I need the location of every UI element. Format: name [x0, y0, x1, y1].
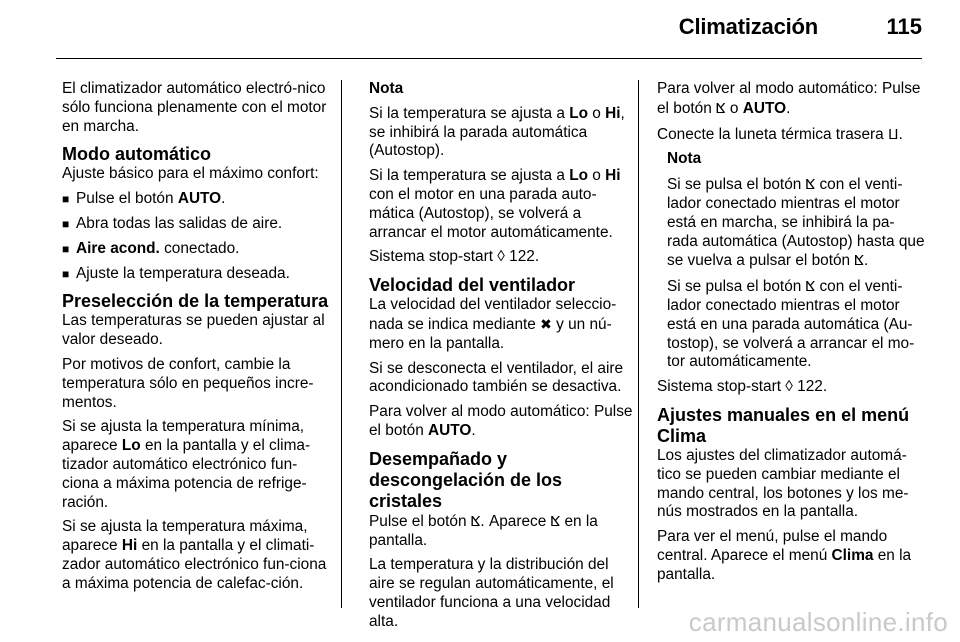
bullet-icon: ■ — [62, 266, 70, 281]
paragraph: Pulse el botón ⴿ. Aparece ⴿ en la pantalla. — [369, 512, 598, 549]
column-1 — [62, 80, 330, 600]
bullet-icon: ■ — [62, 216, 70, 231]
auto-steps-list — [62, 190, 330, 283]
heading-temp-preset: Preselección de la temperatura — [62, 291, 329, 312]
paragraph: La temperatura y la distribución del aire se regulan automáticamente, el ventilador funciona a una velocidad alta. — [369, 556, 614, 630]
paragraph: Si se desconecta el ventilador, el aire acondicionado también se desactiva. — [369, 359, 624, 396]
windshield-defrost-icon: ⴿ — [805, 278, 816, 295]
heading-auto-mode: Modo automático — [62, 144, 211, 165]
paragraph: Los ajustes del climatizador automá-tico se pueden cambiar mediante el mando central, los botones y los me-nús mostrados en la pantalla. — [657, 446, 909, 521]
list-item: ■ Pulse el botón AUTO. — [62, 190, 226, 208]
list-item: ■ Abra todas las salidas de aire. — [62, 214, 283, 232]
note-reference: Sistema stop-start ◊ 122. — [369, 248, 540, 266]
column-divider-left — [341, 80, 342, 608]
note-title: Nota — [369, 80, 404, 97]
paragraph: Si se ajusta la temperatura máxima, aparece Hi en la pantalla y el climati-zador automático electrónico fun-ciona a máxima potencia de calefac-ción. — [62, 518, 327, 592]
page-ref-arrow-icon: ◊ — [497, 248, 505, 266]
paragraph: Para volver al modo automático: Pulse el botón AUTO. — [369, 403, 633, 439]
list-item: ■ Ajuste la temperatura deseada. — [62, 264, 290, 282]
paragraph: Las temperaturas se pueden ajustar al valor deseado. — [62, 312, 325, 349]
note-paragraph: Si se pulsa el botón ⴿ con el venti-lador conectado mientras el motor está en una parada automática (Au-tostop), se volverá a arrancar el mo-tor automáticamente. — [667, 278, 915, 371]
fan-icon: ✖ — [540, 315, 552, 332]
paragraph: Para ver el menú, pulse el mando central. Aparece el menú Clima en la pantalla. — [657, 528, 912, 583]
note-paragraph: Si se pulsa el botón ⴿ con el venti-lador conectado mientras el motor está en marcha, se inhibirá la pa-rada automática (Autostop) hasta que se vuelva a pulsar el botón ⴿ. — [667, 176, 925, 270]
heading-fan-speed: Velocidad del ventilador — [369, 275, 576, 296]
bullet-icon: ■ — [62, 192, 70, 207]
header-divider — [56, 58, 922, 59]
bullet-icon: ■ — [62, 241, 70, 256]
heading-defrost: Desempañado y descongelación de los cristales — [369, 448, 563, 511]
note-block — [657, 150, 925, 372]
windshield-defrost-icon: ⴿ — [550, 512, 561, 529]
page-ref-arrow-icon: ◊ — [785, 378, 793, 396]
paragraph: Para volver al modo automático: Pulse el botón ⴿ o AUTO. — [657, 80, 921, 117]
windshield-defrost-icon: ⴿ — [805, 176, 816, 193]
paragraph: Si se ajusta la temperatura mínima, aparece Lo en la pantalla y el clima-tizador automático electrónico fun-ciona a máxima potencia de refrige-ración. — [62, 418, 311, 511]
rear-window-heater-icon: ⵡ — [887, 125, 899, 142]
windshield-defrost-icon: ⴿ — [716, 99, 726, 116]
page-title: Climatización — [678, 14, 818, 39]
column-divider-right — [638, 80, 639, 608]
heading-manual-settings: Ajustes manuales en el menú Clima — [657, 404, 910, 446]
note-paragraph: Si la temperatura se ajusta a Lo o Hi, se inhibirá la parada automática (Autostop). — [369, 104, 625, 160]
note-reference: Sistema stop-start ◊ 122. — [657, 378, 828, 396]
list-item: ■ Aire acond. conectado. — [62, 239, 240, 257]
page-number: 115 — [886, 14, 922, 39]
column-3 — [657, 80, 925, 591]
windshield-defrost-icon: ⴿ — [854, 252, 864, 269]
paragraph: Conecte la luneta térmica trasera ⵡ. — [657, 125, 903, 143]
paragraph: La velocidad del ventilador seleccio-nada se indica mediante ✖ y un nú-mero en la pantalla. — [369, 296, 617, 352]
note-title: Nota — [667, 150, 702, 168]
intro-paragraph: El climatizador automático electró-nico sólo funciona plenamente con el motor en marcha. — [62, 80, 327, 135]
auto-intro: Ajuste básico para el máximo confort: — [62, 165, 319, 183]
watermark: carmanualsonline.info — [688, 607, 948, 637]
paragraph: Por motivos de confort, cambie la temperatura sólo en pequeños incre-mentos. — [62, 355, 314, 411]
note-paragraph: Si la temperatura se ajusta a Lo o Hi con el motor en una parada auto-mática (Autostop), se volverá a arrancar el motor automáticamente. — [369, 167, 621, 241]
windshield-defrost-icon: ⴿ — [470, 512, 481, 529]
column-2 — [369, 80, 637, 638]
